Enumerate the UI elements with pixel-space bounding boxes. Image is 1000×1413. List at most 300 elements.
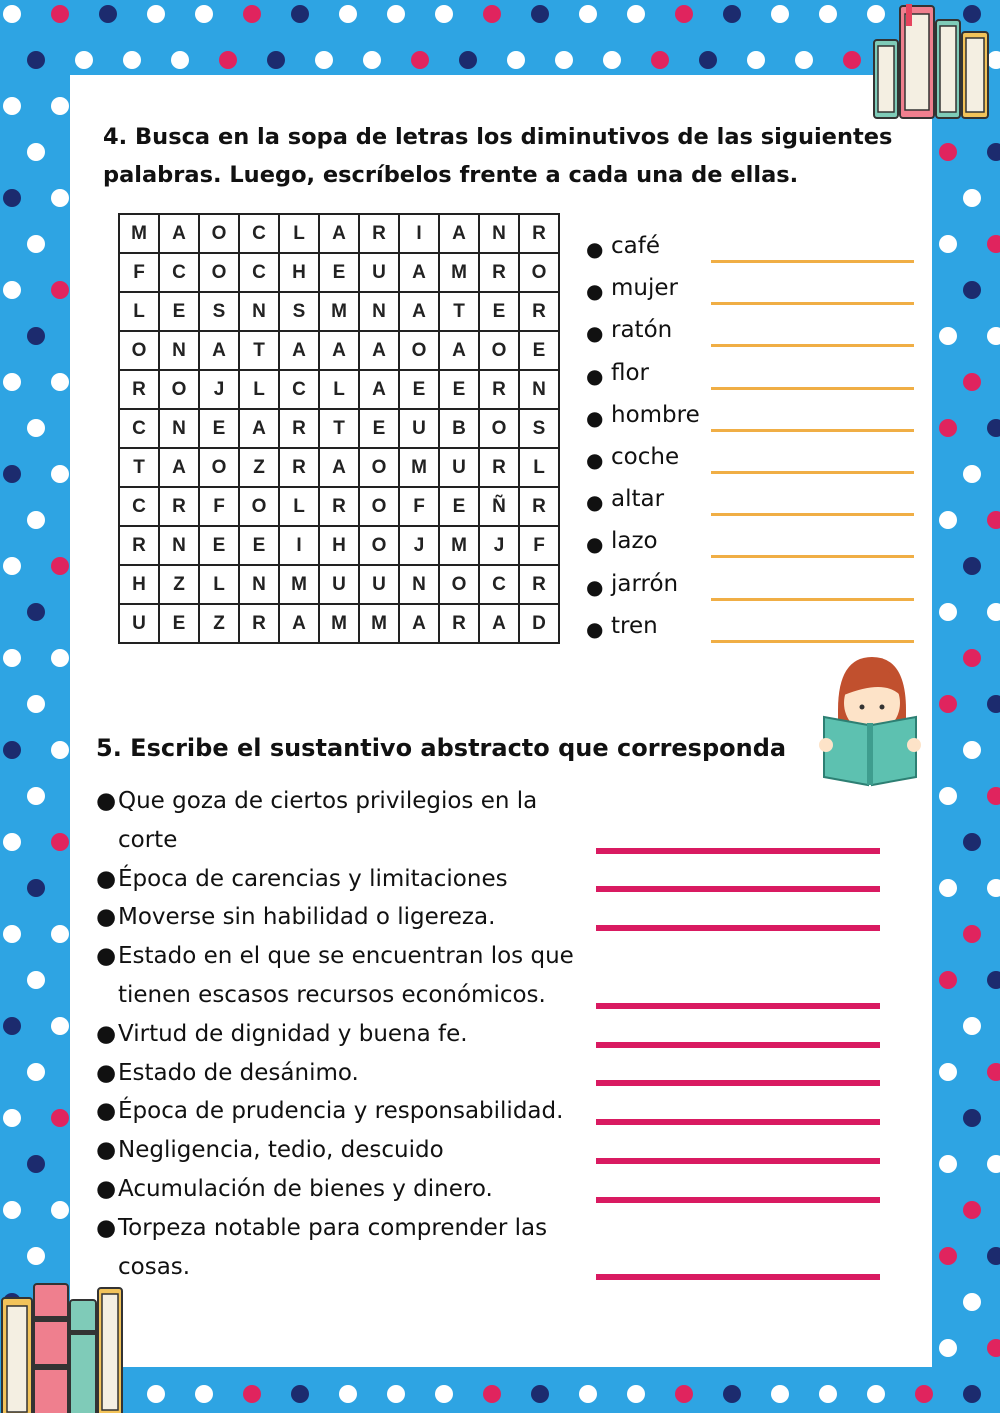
- grid-cell[interactable]: T: [239, 331, 279, 370]
- polka-dot: [147, 5, 165, 23]
- polka-dot: [51, 833, 69, 851]
- polka-dot: [819, 1385, 837, 1403]
- grid-cell[interactable]: Z: [199, 604, 239, 643]
- definition-text: Época de carencias y limitaciones: [118, 865, 508, 892]
- grid-cell[interactable]: N: [159, 409, 199, 448]
- grid-cell[interactable]: R: [439, 604, 479, 643]
- word-label: ratón: [611, 317, 673, 344]
- definition-item: [96, 1170, 896, 1209]
- polka-dot: [987, 1339, 1000, 1357]
- grid-cell[interactable]: A: [159, 214, 199, 253]
- grid-cell[interactable]: O: [359, 487, 399, 526]
- polka-dot: [243, 5, 261, 23]
- definition-item: [96, 860, 896, 899]
- word-list-item: [586, 356, 926, 398]
- grid-cell[interactable]: A: [359, 331, 399, 370]
- grid-cell[interactable]: J: [199, 370, 239, 409]
- word-list-item: [586, 482, 926, 524]
- grid-cell[interactable]: Z: [239, 448, 279, 487]
- bullet-icon: ●: [586, 405, 604, 430]
- polka-dot: [27, 603, 45, 621]
- definition-text: Estado de desánimo.: [118, 1059, 359, 1086]
- bullet-icon: ●: [96, 1137, 117, 1164]
- grid-cell[interactable]: I: [279, 526, 319, 565]
- polka-dot: [987, 143, 1000, 161]
- polka-dot: [51, 373, 69, 391]
- answer-line[interactable]: [711, 387, 914, 390]
- grid-row: [119, 448, 559, 487]
- polka-dot: [939, 1339, 957, 1357]
- polka-dot: [555, 51, 573, 69]
- polka-dot: [195, 5, 213, 23]
- polka-dot: [27, 1063, 45, 1081]
- polka-dot: [27, 1247, 45, 1265]
- grid-cell[interactable]: O: [199, 253, 239, 292]
- grid-cell[interactable]: E: [399, 370, 439, 409]
- polka-dot: [987, 419, 1000, 437]
- polka-dot: [27, 787, 45, 805]
- grid-cell[interactable]: H: [279, 253, 319, 292]
- grid-cell[interactable]: E: [519, 331, 559, 370]
- grid-cell[interactable]: A: [319, 214, 359, 253]
- grid-cell[interactable]: M: [119, 214, 159, 253]
- polka-dot: [3, 1201, 21, 1219]
- definition-item: [96, 898, 896, 937]
- polka-dot: [459, 51, 477, 69]
- answer-line[interactable]: [596, 1197, 880, 1203]
- grid-cell[interactable]: H: [319, 526, 359, 565]
- answer-line[interactable]: [596, 1003, 880, 1009]
- polka-dot: [795, 51, 813, 69]
- polka-dot: [963, 189, 981, 207]
- grid-cell[interactable]: R: [119, 370, 159, 409]
- grid-cell[interactable]: A: [479, 604, 519, 643]
- word-list-item: [586, 609, 926, 651]
- grid-cell[interactable]: C: [239, 253, 279, 292]
- grid-cell[interactable]: E: [319, 253, 359, 292]
- answer-line[interactable]: [711, 513, 914, 516]
- grid-cell[interactable]: C: [119, 409, 159, 448]
- answer-line[interactable]: [711, 429, 914, 432]
- polka-dot: [939, 1155, 957, 1173]
- polka-dot: [963, 373, 981, 391]
- grid-cell[interactable]: O: [399, 331, 439, 370]
- books-icon: [0, 1280, 125, 1413]
- grid-cell[interactable]: M: [399, 448, 439, 487]
- grid-cell[interactable]: N: [239, 292, 279, 331]
- grid-cell[interactable]: U: [359, 565, 399, 604]
- word-list-item: [586, 313, 926, 355]
- grid-cell[interactable]: A: [399, 253, 439, 292]
- answer-line[interactable]: [596, 1158, 880, 1164]
- word-list: [586, 229, 926, 651]
- polka-dot: [99, 5, 117, 23]
- polka-dot: [51, 557, 69, 575]
- answer-line[interactable]: [596, 1274, 880, 1280]
- books-icon: [870, 0, 992, 122]
- grid-row: [119, 409, 559, 448]
- girl-reading-icon: [818, 655, 922, 789]
- polka-dot: [27, 695, 45, 713]
- grid-cell[interactable]: L: [319, 370, 359, 409]
- polka-dot: [963, 833, 981, 851]
- grid-cell[interactable]: A: [279, 331, 319, 370]
- word-search-grid: [118, 213, 560, 644]
- grid-cell[interactable]: C: [479, 565, 519, 604]
- polka-dot: [939, 143, 957, 161]
- polka-dot: [291, 5, 309, 23]
- grid-cell[interactable]: A: [399, 292, 439, 331]
- polka-dot: [3, 281, 21, 299]
- word-label: lazo: [611, 528, 658, 555]
- grid-cell[interactable]: O: [479, 331, 519, 370]
- polka-dot: [939, 879, 957, 897]
- grid-cell[interactable]: M: [439, 253, 479, 292]
- polka-dot: [987, 603, 1000, 621]
- grid-cell[interactable]: O: [199, 448, 239, 487]
- polka-dot: [507, 51, 525, 69]
- polka-dot: [987, 695, 1000, 713]
- grid-cell[interactable]: Ñ: [479, 487, 519, 526]
- definition-text: Virtud de dignidad y buena fe.: [118, 1020, 468, 1047]
- polka-dot: [339, 5, 357, 23]
- polka-dot: [579, 5, 597, 23]
- polka-dot: [411, 51, 429, 69]
- grid-cell[interactable]: Z: [159, 565, 199, 604]
- grid-cell[interactable]: R: [479, 448, 519, 487]
- polka-dot: [435, 1385, 453, 1403]
- grid-cell[interactable]: A: [319, 331, 359, 370]
- grid-cell[interactable]: S: [279, 292, 319, 331]
- grid-cell[interactable]: L: [239, 370, 279, 409]
- grid-cell[interactable]: A: [199, 331, 239, 370]
- grid-cell[interactable]: L: [519, 448, 559, 487]
- polka-dot: [963, 1017, 981, 1035]
- answer-line[interactable]: [711, 640, 914, 643]
- answer-line[interactable]: [596, 1119, 880, 1125]
- polka-dot: [27, 1155, 45, 1173]
- word-label: hombre: [611, 401, 700, 428]
- polka-dot: [291, 1385, 309, 1403]
- grid-cell[interactable]: E: [439, 370, 479, 409]
- polka-dot: [939, 695, 957, 713]
- polka-dot: [3, 1017, 21, 1035]
- grid-cell[interactable]: R: [319, 487, 359, 526]
- grid-cell[interactable]: O: [119, 331, 159, 370]
- grid-cell[interactable]: I: [399, 214, 439, 253]
- grid-cell[interactable]: A: [159, 448, 199, 487]
- grid-cell[interactable]: O: [479, 409, 519, 448]
- grid-cell[interactable]: H: [119, 565, 159, 604]
- grid-cell[interactable]: C: [279, 370, 319, 409]
- polka-dot: [3, 97, 21, 115]
- word-list-item: [586, 440, 926, 482]
- word-label: coche: [611, 443, 680, 470]
- grid-cell[interactable]: O: [199, 214, 239, 253]
- polka-dot: [963, 1201, 981, 1219]
- polka-dot: [27, 511, 45, 529]
- answer-line[interactable]: [596, 886, 880, 892]
- grid-cell[interactable]: E: [359, 409, 399, 448]
- polka-dot: [3, 741, 21, 759]
- definition-text: Negligencia, tedio, descuido: [118, 1137, 444, 1164]
- grid-cell[interactable]: J: [399, 526, 439, 565]
- grid-cell[interactable]: E: [439, 487, 479, 526]
- grid-cell[interactable]: L: [279, 487, 319, 526]
- polka-dot: [963, 465, 981, 483]
- grid-cell[interactable]: R: [159, 487, 199, 526]
- grid-cell[interactable]: R: [119, 526, 159, 565]
- grid-cell[interactable]: C: [239, 214, 279, 253]
- bullet-icon: ●: [96, 1175, 117, 1202]
- polka-dot: [939, 1247, 957, 1265]
- answer-line[interactable]: [596, 1080, 880, 1086]
- grid-cell[interactable]: R: [519, 565, 559, 604]
- polka-dot: [387, 1385, 405, 1403]
- word-label: tren: [611, 612, 658, 639]
- polka-dot: [51, 925, 69, 943]
- word-label: altar: [611, 486, 665, 513]
- polka-dot: [3, 373, 21, 391]
- polka-dot: [51, 465, 69, 483]
- grid-cell[interactable]: U: [359, 253, 399, 292]
- grid-cell[interactable]: R: [519, 487, 559, 526]
- grid-cell[interactable]: N: [239, 565, 279, 604]
- polka-dot: [3, 5, 21, 23]
- polka-dot: [3, 925, 21, 943]
- polka-dot: [75, 51, 93, 69]
- grid-cell[interactable]: E: [239, 526, 279, 565]
- answer-line[interactable]: [711, 260, 914, 263]
- polka-dot: [675, 1385, 693, 1403]
- grid-cell[interactable]: T: [319, 409, 359, 448]
- bullet-icon: ●: [96, 904, 117, 931]
- polka-dot: [939, 511, 957, 529]
- bullet-icon: ●: [96, 1214, 117, 1241]
- polka-dot: [987, 879, 1000, 897]
- grid-cell[interactable]: R: [479, 253, 519, 292]
- grid-cell[interactable]: U: [439, 448, 479, 487]
- answer-line[interactable]: [596, 925, 880, 931]
- polka-dot: [987, 235, 1000, 253]
- grid-cell[interactable]: D: [519, 604, 559, 643]
- grid-row: [119, 526, 559, 565]
- polka-dot: [435, 5, 453, 23]
- grid-cell[interactable]: O: [519, 253, 559, 292]
- grid-cell[interactable]: N: [359, 292, 399, 331]
- grid-cell[interactable]: A: [359, 370, 399, 409]
- definition-item: [96, 1054, 896, 1093]
- bullet-icon: ●: [96, 865, 117, 892]
- word-label: flor: [611, 359, 650, 386]
- grid-cell[interactable]: O: [159, 370, 199, 409]
- grid-cell[interactable]: A: [279, 604, 319, 643]
- grid-cell[interactable]: O: [439, 565, 479, 604]
- polka-dot: [531, 1385, 549, 1403]
- grid-cell[interactable]: M: [319, 292, 359, 331]
- polka-dot: [51, 1109, 69, 1127]
- answer-line[interactable]: [711, 598, 914, 601]
- bullet-icon: ●: [586, 279, 604, 304]
- polka-dot: [3, 189, 21, 207]
- polka-dot: [987, 1247, 1000, 1265]
- grid-cell[interactable]: E: [159, 604, 199, 643]
- polka-dot: [771, 5, 789, 23]
- polka-dot: [51, 281, 69, 299]
- grid-cell[interactable]: M: [279, 565, 319, 604]
- polka-dot: [963, 1385, 981, 1403]
- grid-cell[interactable]: E: [199, 409, 239, 448]
- bullet-icon: ●: [586, 447, 604, 472]
- grid-cell[interactable]: N: [399, 565, 439, 604]
- definition-item: [96, 937, 896, 1015]
- polka-dot: [987, 327, 1000, 345]
- grid-cell[interactable]: F: [119, 253, 159, 292]
- polka-dot: [651, 51, 669, 69]
- grid-row: [119, 214, 559, 253]
- polka-dot: [675, 5, 693, 23]
- word-list-item: [586, 567, 926, 609]
- grid-cell[interactable]: S: [199, 292, 239, 331]
- answer-line[interactable]: [596, 848, 880, 854]
- polka-dot: [531, 5, 549, 23]
- polka-dot: [27, 971, 45, 989]
- answer-line[interactable]: [711, 555, 914, 558]
- polka-dot: [867, 1385, 885, 1403]
- grid-row: [119, 253, 559, 292]
- word-list-item: [586, 229, 926, 271]
- polka-dot: [27, 143, 45, 161]
- grid-cell[interactable]: M: [439, 526, 479, 565]
- polka-dot: [771, 1385, 789, 1403]
- polka-dot: [267, 51, 285, 69]
- grid-cell[interactable]: R: [359, 214, 399, 253]
- polka-dot: [915, 1385, 933, 1403]
- grid-cell[interactable]: R: [279, 448, 319, 487]
- polka-dot: [987, 971, 1000, 989]
- answer-line[interactable]: [711, 344, 914, 347]
- definition-item: [96, 782, 896, 860]
- grid-cell[interactable]: R: [519, 214, 559, 253]
- bullet-icon: ●: [586, 321, 604, 346]
- grid-cell[interactable]: F: [519, 526, 559, 565]
- polka-dot: [3, 557, 21, 575]
- grid-cell[interactable]: R: [279, 409, 319, 448]
- grid-cell[interactable]: O: [359, 526, 399, 565]
- grid-cell[interactable]: M: [319, 604, 359, 643]
- polka-dot: [147, 1385, 165, 1403]
- grid-cell[interactable]: A: [319, 448, 359, 487]
- grid-cell[interactable]: T: [439, 292, 479, 331]
- grid-cell[interactable]: R: [239, 604, 279, 643]
- grid-cell[interactable]: L: [279, 214, 319, 253]
- polka-dot: [219, 51, 237, 69]
- grid-cell[interactable]: S: [519, 409, 559, 448]
- answer-line[interactable]: [711, 471, 914, 474]
- grid-cell[interactable]: L: [199, 565, 239, 604]
- grid-cell[interactable]: U: [119, 604, 159, 643]
- grid-cell[interactable]: R: [519, 292, 559, 331]
- grid-row: [119, 487, 559, 526]
- grid-cell[interactable]: N: [159, 526, 199, 565]
- grid-cell[interactable]: F: [199, 487, 239, 526]
- definition-item: [96, 1209, 896, 1287]
- polka-dot: [195, 1385, 213, 1403]
- bullet-icon: ●: [586, 616, 604, 641]
- bullet-icon: ●: [586, 363, 604, 388]
- grid-cell[interactable]: C: [159, 253, 199, 292]
- polka-dot: [339, 1385, 357, 1403]
- definition-text: Acumulación de bienes y dinero.: [118, 1175, 493, 1202]
- grid-cell[interactable]: F: [399, 487, 439, 526]
- grid-cell[interactable]: N: [159, 331, 199, 370]
- bullet-icon: ●: [586, 532, 604, 557]
- definition-text: Que goza de ciertos privilegios en la corte: [118, 788, 538, 853]
- polka-dot: [483, 5, 501, 23]
- polka-dot: [27, 235, 45, 253]
- grid-cell[interactable]: N: [479, 214, 519, 253]
- polka-dot: [51, 189, 69, 207]
- grid-cell[interactable]: U: [319, 565, 359, 604]
- grid-row: [119, 370, 559, 409]
- grid-cell[interactable]: L: [119, 292, 159, 331]
- polka-dot: [939, 419, 957, 437]
- polka-dot: [171, 51, 189, 69]
- grid-cell[interactable]: J: [479, 526, 519, 565]
- polka-dot: [51, 741, 69, 759]
- grid-cell[interactable]: A: [239, 409, 279, 448]
- bullet-icon: ●: [96, 943, 117, 970]
- grid-cell[interactable]: E: [479, 292, 519, 331]
- grid-cell[interactable]: E: [159, 292, 199, 331]
- grid-cell[interactable]: O: [359, 448, 399, 487]
- polka-dot: [27, 51, 45, 69]
- polka-dot: [27, 419, 45, 437]
- polka-dot: [51, 649, 69, 667]
- grid-cell[interactable]: A: [439, 331, 479, 370]
- bullet-icon: ●: [586, 237, 604, 261]
- word-label: café: [611, 233, 660, 259]
- polka-dot: [123, 51, 141, 69]
- polka-dot: [939, 1063, 957, 1081]
- word-label: mujer: [611, 275, 678, 302]
- polka-dot: [987, 1155, 1000, 1173]
- answer-line[interactable]: [596, 1042, 880, 1048]
- grid-cell[interactable]: A: [439, 214, 479, 253]
- grid-cell[interactable]: R: [479, 370, 519, 409]
- polka-dot: [987, 1063, 1000, 1081]
- polka-dot: [387, 5, 405, 23]
- grid-cell[interactable]: N: [519, 370, 559, 409]
- answer-line[interactable]: [711, 302, 914, 305]
- grid-cell[interactable]: C: [119, 487, 159, 526]
- grid-cell[interactable]: B: [439, 409, 479, 448]
- polka-dot: [987, 511, 1000, 529]
- grid-cell[interactable]: E: [199, 526, 239, 565]
- grid-cell[interactable]: M: [359, 604, 399, 643]
- grid-cell[interactable]: U: [399, 409, 439, 448]
- polka-dot: [939, 235, 957, 253]
- polka-dot: [819, 5, 837, 23]
- polka-dot: [627, 1385, 645, 1403]
- grid-cell[interactable]: O: [239, 487, 279, 526]
- bullet-icon: ●: [586, 490, 604, 515]
- definition-list: [96, 782, 896, 1286]
- polka-dot: [963, 281, 981, 299]
- grid-cell[interactable]: T: [119, 448, 159, 487]
- grid-cell[interactable]: A: [399, 604, 439, 643]
- definition-text: Moverse sin habilidad o ligereza.: [118, 904, 496, 931]
